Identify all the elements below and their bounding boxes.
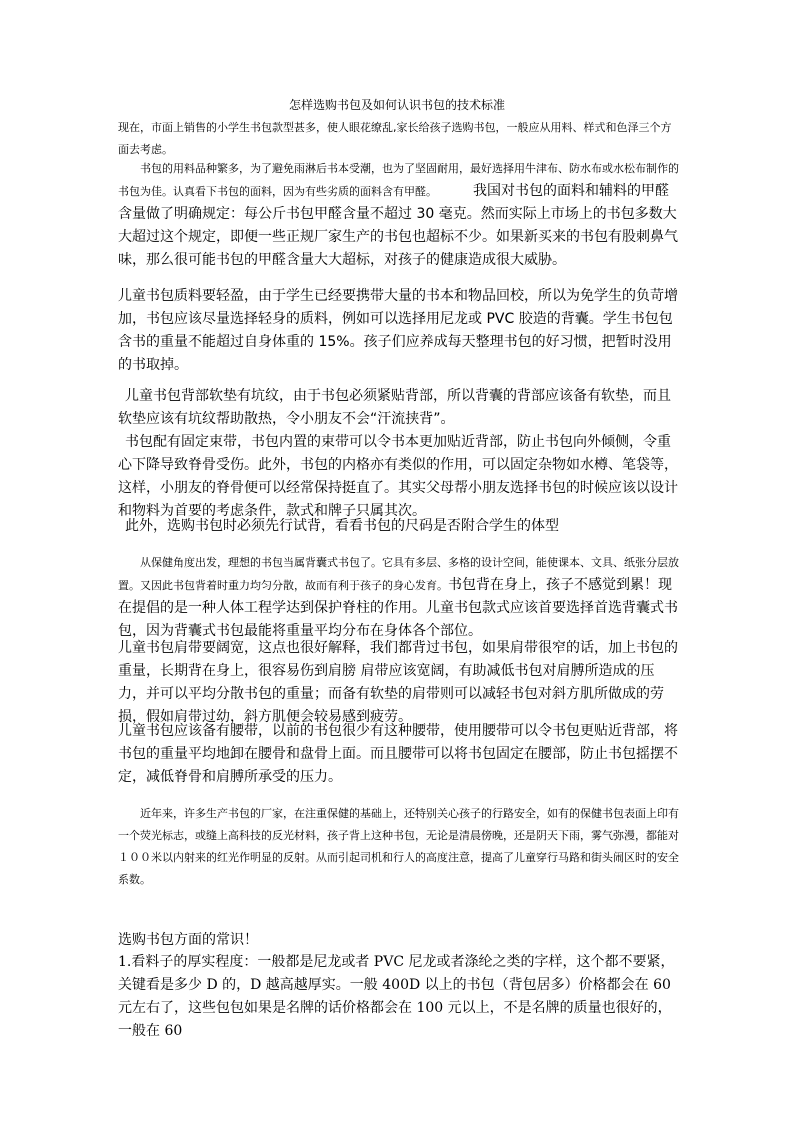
paragraph-waist-belt: 儿童书包应该备有腰带，以前的书包很少有这种腰带，使用腰带可以令书包更贴近背部，将书包的重量平均地卸在腰骨和盘骨上面。而且腰带可以将书包固定在腰部，防止书包摇摆不定，减低脊骨和肩膊所承受的压力。 bbox=[118, 723, 678, 785]
paragraph-back-padding: 儿童书包背部软垫有坑纹，由于书包必须紧贴背部，所以背囊的背部应该备有软垫，而且软垫应该有坑纹帮助散热，令小朋友不会“汗流挟背”。 bbox=[118, 388, 671, 427]
paragraph-lightweight: 儿童书包质料要轻盈，由于学生已经要携带大量的书本和物品回校，所以为免学生的负苛增加，书包应该尽量选择轻身的质料，例如可以选择用尼龙或 PVC 胶造的背囊。学生书包包含书的重量不能超过自身体重的 15%。孩子们应养成每天整理书包的好习惯，把暂时没用的书取掉。 bbox=[118, 288, 678, 373]
section-heading-tips: 选购书包方面的常识！ bbox=[118, 932, 258, 948]
paragraph-intro: 现在，市面上销售的小学生书包款型甚多，使人眼花缭乱,家长给孩子选购书包，一般应从用料、样式和色泽三个方面去考虑。 bbox=[118, 121, 672, 156]
paragraph-backpack-style-large-text: 书包背在身上，孩子不感觉到累！现在提倡的是一种人体工程学达到保护脊柱的作用。儿童书包款式应该首要选择首选背囊式书包，因为背囊式书包最能将重量平均分布在身体各个部位。 bbox=[118, 577, 678, 639]
paragraph-safety: 近年来，许多生产书包的厂家，在注重保健的基础上，还特别关心孩子的行路安全，如有的保健书包表面上印有一个荧光标志，或缝上高科技的反光材料，孩子背上这种书包，无论是清晨傍晚，还是阴天下雨，雾气弥漫，都能对１００米以内射来的红光作明显的反射。从而引起司机和行人的高度注意，提高了儿童穿行马路和街头闹区时的安全系数。 bbox=[118, 807, 679, 886]
paragraph-backpack-style bbox=[118, 551, 680, 643]
document-title: 怎样选购书包及如何认识书包的技术标准 bbox=[288, 98, 505, 112]
paragraph-shoulder-straps: 儿童书包肩带要阔宽，这点也很好解释，我们都背过书包，如果肩带很窄的话，加上书包的重量，长期背在身上，很容易伤到肩膀 肩带应该宽阔，有助减低书包对肩膊所造成的压力，并可以平均分散书包的重量；而备有软垫的肩带则可以减轻书包对斜方肌所做成的劳损，假如肩带过幼，斜方肌便会较易感到疲劳。 bbox=[118, 640, 678, 725]
paragraph-tip-1: 1.看料子的厚实程度：一般都是尼龙或者 PVC 尼龙或者涤纶之类的字样，这个都不要紧，关键看是多少 D 的，D 越高越厚实。一般 400D 以上的书包（背包居多）价格都会在 60 元左右了，这些包包如果是名牌的话价格都会在 100 元以上，不是名牌的质量也很好的，一般在 60 bbox=[118, 954, 675, 1039]
paragraph-materials bbox=[118, 157, 680, 272]
paragraph-backpack-style-small-text: 从保健角度出发，理想的书包当属背囊式书包了。它具有多层、多格的设计空间，能使课本、文具、纸张分层放置。又因此书包背着时重力均匀分散，故而有利于孩子的身心发育。 bbox=[118, 556, 679, 592]
paragraph-materials-large-text: 我国对书包的面料和辅料的甲醛含量做了明确规定：每公斤书包甲醛含量不超过 30 毫克。然而实际上市场上的书包多数大大超过这个规定，即便一些正规厂家生产的书包也超标不少。如果新买来的书包有股刺鼻气味，那么很可能书包的甲醛含量大大超标，对孩子的健康造成很大威胁。 bbox=[118, 183, 678, 268]
paragraph-materials-small-text: 书包的用料品种繁多，为了避免雨淋后书本受潮，也为了坚固耐用，最好选择用牛津布、防水布或水松布制作的书包为佳。认真看下书包的面料，因为有些劣质的面料含有甲醛。 bbox=[118, 162, 679, 198]
paragraph-try-on: 此外，选购书包时必须先行试背，看看书包的尺码是否附合学生的体型 bbox=[125, 518, 559, 534]
paragraph-fixed-straps: 书包配有固定束带，书包内置的束带可以令书本更加贴近背部，防止书包向外倾侧，令重心下降导致脊骨受伤。此外，书包的内格亦有类似的作用，可以固定杂物如水樽、笔袋等，这样，小朋友的脊骨便可以经常保持挺直了。其实父母帮小朋友选择书包的时候应该以设计和物料为首要的考虑条件，款式和牌子只属其次。 bbox=[118, 434, 678, 519]
